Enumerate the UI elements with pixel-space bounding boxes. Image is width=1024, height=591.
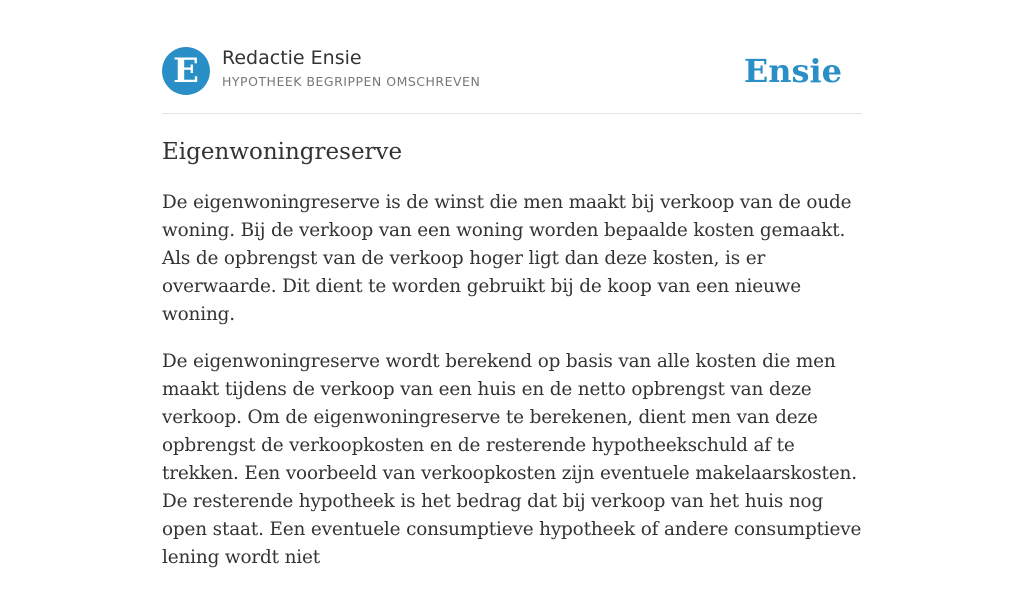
header-divider (162, 113, 862, 114)
paragraph: De eigenwoningreserve is de winst die men maakt bij verkoop van de oude woning. Bij de verkoop van een woning worden bepaalde kosten gemaakt. Als de opbrengst van de verkoop hoger ligt dan deze kosten, is er overwaarde. Dit dient te worden gebruikt bij de koop van een nieuwe woning. (162, 192, 852, 325)
category-label[interactable]: HYPOTHEEK BEGRIPPEN OMSCHREVEN (222, 74, 481, 89)
author-name[interactable]: Redactie Ensie (222, 47, 362, 69)
article-header (162, 46, 862, 96)
author-avatar[interactable]: E (162, 47, 210, 95)
article-body (162, 189, 862, 591)
brand-logo[interactable]: Ensie (743, 52, 842, 90)
paragraph: De eigenwoningreserve wordt berekend op basis van alle kosten die men maakt tijdens de verkoop van een huis en de netto opbrengst van deze verkoop. Om de eigenwoningreserve te berekenen, dient men van deze opbrengst de verkoopkosten en de resterende hypotheekschuld af te trekken. Een voorbeeld van verkoopkosten zijn eventuele makelaarskosten. De resterende hypotheek is het bedrag dat bij verkoop van het huis nog open staat. Een eventuele consumptieve hypotheek of andere consumptieve lening wordt niet (162, 351, 862, 568)
page-title: Eigenwoningreserve (162, 139, 403, 165)
